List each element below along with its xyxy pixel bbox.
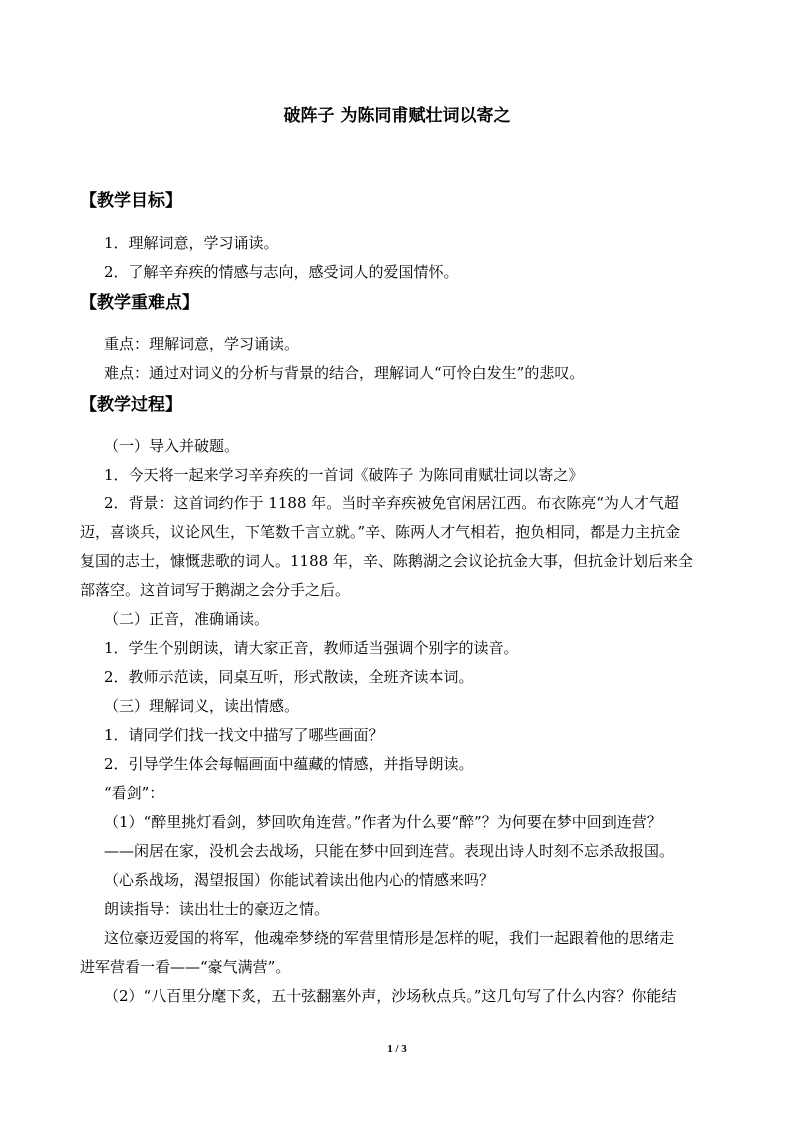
difficult-point: 难点：通过对词义的分析与背景的结合，理解词人“可怜白发生”的悲叹。 xyxy=(104,364,585,382)
process-line: 部落空。这首词写于鹅湖之会分手之后。 xyxy=(80,581,351,599)
process-line: （2）“八百里分麾下炙，五十弦翻塞外声，沙场秋点兵。”这几句写了什么内容？你能结 xyxy=(104,987,677,1005)
process-line: 1．学生个别朗读，请大家正音，教师适当强调个别字的读音。 xyxy=(104,639,519,657)
process-line: 这位豪迈爱国的将军，他魂牵梦绕的军营里情形是怎样的呢，我们一起跟着他的思绪走 xyxy=(104,929,675,947)
goal-item-2: 2．了解辛弃疾的情感与志向，感受词人的爱国情怀。 xyxy=(104,263,459,281)
page-title: 破阵子 为陈同甫赋壮词以寄之 xyxy=(283,106,511,126)
process-line: 朗读指导：读出壮士的豪迈之情。 xyxy=(104,900,330,918)
heading-key-points: 【教学重难点】 xyxy=(80,293,199,313)
process-line: 复国的志士，慷慨悲歌的词人。1188 年，辛、陈鹅湖之会议论抗金大事，但抗金计划后来全 xyxy=(80,552,693,570)
process-line: （三）理解词义，读出情感。 xyxy=(104,697,300,715)
process-line: （二）正音，准确诵读。 xyxy=(104,610,270,628)
process-line: 2．背景：这首词约作于 1188 年。当时辛弃疾被免官闲居江西。布衣陈亮“为人才气超 xyxy=(104,494,679,512)
process-line: 2．引导学生体会每幅画面中蕴藏的情感，并指导朗读。 xyxy=(104,755,474,773)
process-line: （一）导入并破题。 xyxy=(104,437,240,455)
process-line: 2．教师示范读，同桌互听，形式散读，全班齐读本词。 xyxy=(104,668,474,686)
process-line: 1．今天将一起来学习辛弃疾的一首词《破阵子 为陈同甫赋壮词以寄之》 xyxy=(104,466,584,484)
heading-teaching-goals: 【教学目标】 xyxy=(80,191,182,211)
process-line: 迈，喜谈兵，议论风生，下笔数千言立就。”辛、陈两人才气相若，抱负相同，都是力主抗金 xyxy=(80,523,681,541)
process-line: ——闲居在家，没机会去战场，只能在梦中回到连营。表现出诗人时刻不忘杀敌报国。 xyxy=(104,842,675,860)
heading-teaching-process: 【教学过程】 xyxy=(80,395,182,415)
process-line: 进军营看一看——“豪气满营”。 xyxy=(80,958,291,976)
page-number: 1 / 3 xyxy=(387,1043,407,1055)
key-point: 重点：理解词意，学习诵读。 xyxy=(104,335,300,353)
process-line: （1）“醉里挑灯看剑，梦回吹角连营。”作者为什么要“醉”？为何要在梦中回到连营？ xyxy=(104,813,662,831)
goal-item-1: 1．理解词意，学习诵读。 xyxy=(104,234,279,252)
process-line: 1．请同学们找一找文中描写了哪些画面？ xyxy=(104,726,384,744)
process-line: （心系战场，渴望报国）你能试着读出他内心的情感来吗？ xyxy=(104,871,495,889)
process-line: “看剑”： xyxy=(104,784,165,802)
